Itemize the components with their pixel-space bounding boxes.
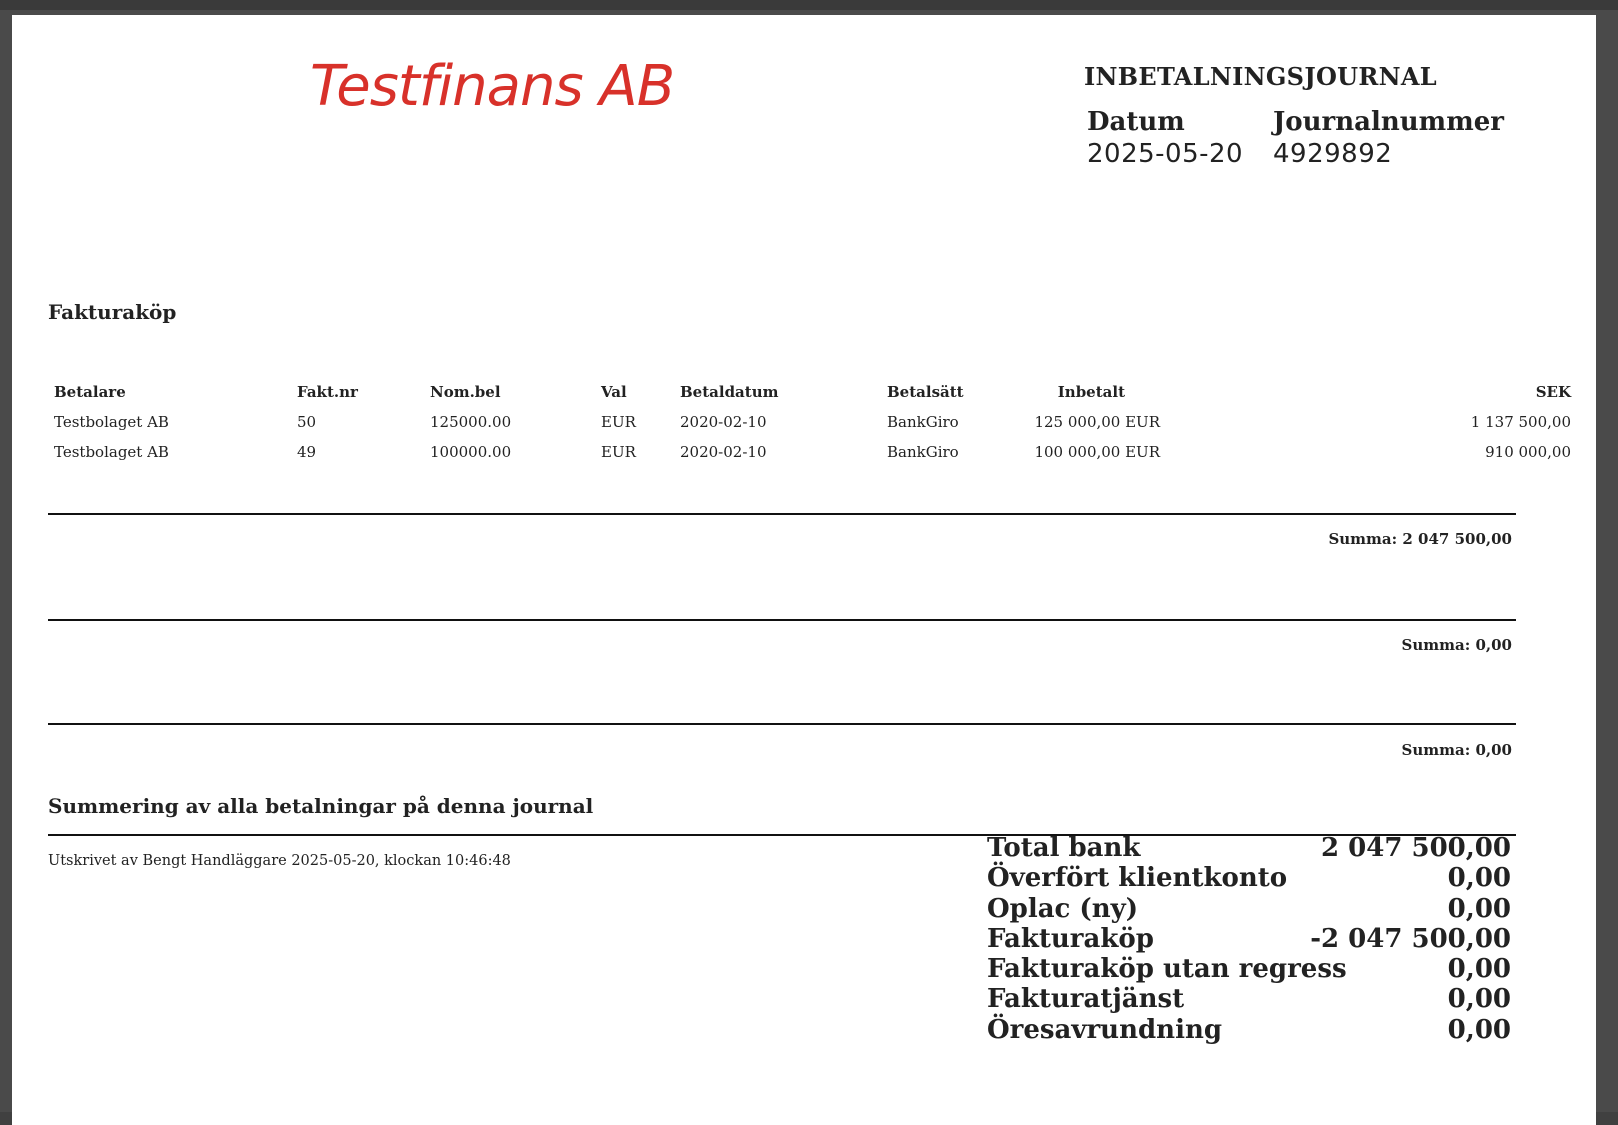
cell-payer: Testbolaget AB (54, 443, 169, 461)
summary-title: Summering av alla betalningar på denna journal (48, 794, 594, 818)
total-value: 0,00 (1447, 863, 1511, 894)
transferred-client-account-row (987, 863, 1511, 893)
document-title: INBETALNINGSJOURNAL (1084, 62, 1437, 91)
total-value: 0,00 (1447, 1014, 1511, 1045)
date-value: 2025-05-20 (1087, 139, 1244, 169)
section-divider (48, 619, 1516, 621)
cell-nominal-amount: 125000.00 (430, 413, 512, 431)
total-label: Total bank (987, 833, 1141, 863)
column-header-nominal-amount: Nom.bel (430, 383, 501, 401)
column-header-paid: Inbetalt (1057, 383, 1125, 401)
cell-payment-date: 2020-02-10 (680, 443, 767, 461)
cell-currency: EUR (601, 413, 636, 431)
column-header-payment-method: Betalsätt (887, 383, 964, 401)
cell-payer: Testbolaget AB (54, 413, 169, 431)
total-value: 0,00 (1447, 984, 1511, 1015)
cell-sek: 910 000,00 (1485, 443, 1571, 461)
cell-nominal-amount: 100000.00 (430, 443, 512, 461)
section-divider (48, 513, 1516, 515)
column-header-sek: SEK (1535, 383, 1571, 401)
total-value: 2 047 500,00 (1321, 833, 1511, 863)
total-label: Fakturaköp utan regress (987, 954, 1347, 985)
cell-sek: 1 137 500,00 (1470, 413, 1571, 431)
total-bank-row (987, 833, 1511, 863)
total-value: -2 047 500,00 (1310, 923, 1511, 954)
total-value: 0,00 (1447, 954, 1511, 985)
unplaced-new-row (987, 894, 1511, 924)
invoice-purchase-row (987, 924, 1511, 954)
table-header-row (50, 377, 1575, 407)
company-logo (304, 37, 675, 137)
subtotal-third: Summa: 0,00 (1401, 741, 1512, 759)
column-header-currency: Val (601, 383, 627, 401)
document-page (12, 15, 1596, 1125)
cell-currency: EUR (601, 443, 636, 461)
cell-payment-date: 2020-02-10 (680, 413, 767, 431)
payments-table (50, 377, 1575, 467)
cell-payment-method: BankGiro (887, 413, 959, 431)
cell-invoice-number: 49 (297, 443, 317, 461)
section-title: Fakturaköp (48, 300, 177, 324)
subtotal-fakturakop: Summa: 2 047 500,00 (1328, 530, 1512, 548)
invoice-service-row (987, 984, 1511, 1014)
summary-totals (987, 833, 1511, 1045)
cell-payment-method: BankGiro (887, 443, 959, 461)
section-divider (48, 723, 1516, 725)
total-label: Fakturaköp (987, 923, 1154, 954)
invoice-purchase-no-recourse-row (987, 954, 1511, 984)
date-label: Datum (1087, 107, 1185, 137)
total-value: 0,00 (1447, 893, 1511, 924)
subtotal-second: Summa: 0,00 (1401, 636, 1512, 654)
printed-by-note: Utskrivet av Bengt Handläggare 2025-05-20, klockan 10:46:48 (48, 853, 511, 869)
table-row (50, 407, 1575, 437)
total-label: Oplac (ny) (987, 893, 1139, 924)
cell-paid: 125 000,00 EUR (1034, 413, 1160, 431)
total-label: Fakturatjänst (987, 984, 1185, 1015)
table-row (50, 437, 1575, 467)
rounding-row (987, 1015, 1511, 1045)
company-logo-text: Testfinans AB (310, 54, 675, 119)
journal-number-label: Journalnummer (1273, 107, 1504, 137)
column-header-invoice-number: Fakt.nr (297, 383, 358, 401)
total-label: Överfört klientkonto (987, 863, 1288, 894)
total-label: Öresavrundning (987, 1014, 1223, 1045)
cell-invoice-number: 50 (297, 413, 317, 431)
column-header-payment-date: Betaldatum (680, 383, 779, 401)
cell-paid: 100 000,00 EUR (1034, 443, 1160, 461)
journal-number-value: 4929892 (1273, 139, 1393, 169)
column-header-payer: Betalare (54, 383, 126, 401)
